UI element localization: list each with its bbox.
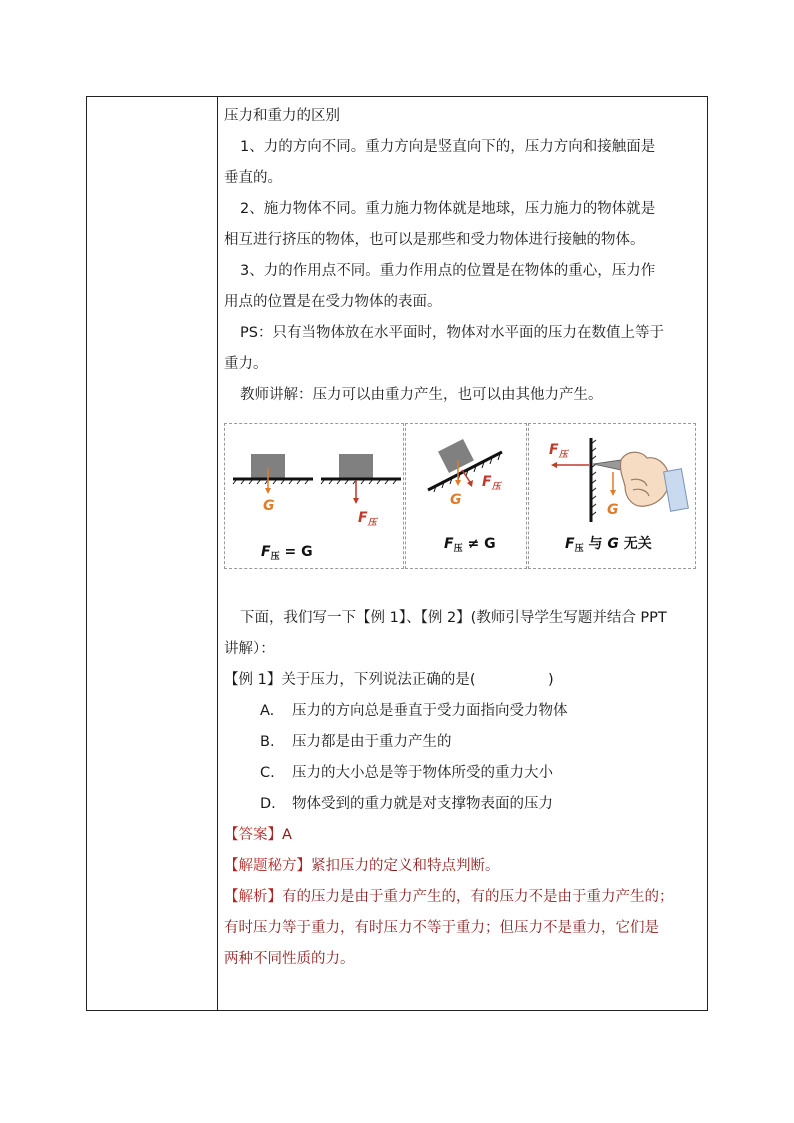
lesson-table — [86, 96, 708, 1011]
option-d-text: 物体受到的重力就是对支撑物表面的压力 — [292, 796, 553, 812]
analysis-line-1 — [224, 882, 704, 913]
tip-tag: 【解题秘方】 — [224, 858, 311, 874]
caption-3-f: F — [565, 536, 575, 552]
figure-panel-wall — [528, 423, 696, 569]
point-1-line-2: 垂直的。 — [224, 170, 282, 186]
analysis-line-3: 两种不同性质的力。 — [224, 951, 355, 967]
option-a-text: 压力的方向总是垂直于受力面指向受力物体 — [292, 703, 568, 719]
thumbtack — [593, 460, 621, 470]
option-b-letter: B. — [260, 734, 275, 750]
svg-text:F压 与 G 无关 — [565, 535, 652, 554]
figure-panel-horizontal — [224, 423, 404, 569]
f-label-2: F — [482, 474, 492, 490]
caption-3-g: G — [607, 536, 619, 552]
point-2-line-1: 2、施力物体不同。重力施力物体就是地球，压力施力的物体就是 — [240, 201, 656, 217]
intro-line-2: 讲解）： — [224, 641, 275, 657]
option-c-text: 压力的大小总是等于物体所受的重力大小 — [292, 765, 553, 781]
svg-text:F压 — [358, 510, 379, 528]
sleeve — [664, 469, 689, 512]
f-sub-1: 压 — [367, 518, 377, 528]
analysis-tag: 【解析】 — [224, 889, 282, 905]
answer-line — [224, 820, 704, 851]
ps-line-1: PS：只有当物体放在水平面时，物体对水平面的压力在数值上等于 — [240, 325, 664, 341]
option-b-text: 压力都是由于重力产生的 — [292, 734, 452, 750]
g-label-1: G — [263, 498, 275, 514]
caption-1-f: F — [261, 544, 271, 560]
section-title: 压力和重力的区别 — [224, 108, 340, 124]
block-right — [339, 454, 373, 478]
g-label-3: G — [607, 502, 619, 518]
option-c-letter: C. — [260, 765, 275, 781]
ps-line-2: 重力。 — [224, 356, 268, 372]
option-a — [224, 696, 704, 727]
caption-2-sub: 压 — [453, 544, 463, 554]
content-cell — [224, 101, 704, 975]
point-2-line-2: 相互进行挤压的物体，也可以是那些和受力物体进行接触的物体。 — [224, 232, 645, 248]
answer-tag: 【答案】 — [224, 827, 282, 843]
left-empty-cell — [87, 97, 218, 1010]
caption-3-sub: 压 — [574, 544, 584, 554]
caption-1-sub: 压 — [270, 552, 280, 562]
f-sub-3: 压 — [558, 450, 568, 460]
option-a-letter: A. — [260, 703, 275, 719]
option-d-letter: D. — [260, 796, 276, 812]
svg-text:F压 = G — [261, 544, 313, 562]
f-label-3: F — [549, 442, 559, 458]
analysis-text-1: 有的压力是由于重力产生的，有的压力不是由于重力产生的； — [282, 889, 674, 905]
tip-line — [224, 851, 704, 882]
hand-illustration — [620, 452, 669, 506]
caption-2-rest: ≠ G — [462, 536, 496, 552]
example-1-stem: 【例 1】关于压力，下列说法正确的是( ) — [224, 672, 554, 688]
caption-3-mid: 与 — [583, 536, 608, 552]
tip-text: 紧扣压力的定义和特点判断。 — [311, 858, 500, 874]
option-b — [224, 727, 704, 758]
svg-text:F压 — [549, 442, 570, 460]
point-3-line-1: 3、力的作用点不同。重力作用点的位置是在物体的重心，压力作 — [240, 263, 656, 279]
point-3-line-2: 用点的位置是在受力物体的表面。 — [224, 294, 442, 310]
figure-panel-incline — [405, 423, 527, 569]
f-sub-2: 压 — [491, 482, 501, 492]
teacher-note: 教师讲解：压力可以由重力产生，也可以由其他力产生。 — [240, 387, 603, 403]
point-1-line-1: 1、力的方向不同。重力方向是竖直向下的，压力方向和接触面是 — [240, 139, 656, 155]
option-c — [224, 758, 704, 789]
analysis-line-2: 有时压力等于重力，有时压力不等于重力；但压力不是重力，它们是 — [224, 920, 659, 936]
svg-text:F压 ≠ G — [444, 536, 496, 554]
caption-2-f: F — [444, 536, 454, 552]
intro-line-1: 下面，我们写一下【例 1】、【例 2】(教师引导学生写题并结合 PPT — [240, 610, 667, 626]
caption-3-end: 无关 — [618, 536, 652, 552]
svg-text:F压 — [482, 474, 503, 492]
pressure-gravity-figure — [224, 423, 698, 573]
f-label-1: F — [358, 510, 368, 526]
answer-value: A — [282, 827, 292, 843]
g-label-2: G — [450, 492, 462, 508]
caption-1-rest: = G — [279, 544, 313, 560]
option-d — [224, 789, 704, 820]
